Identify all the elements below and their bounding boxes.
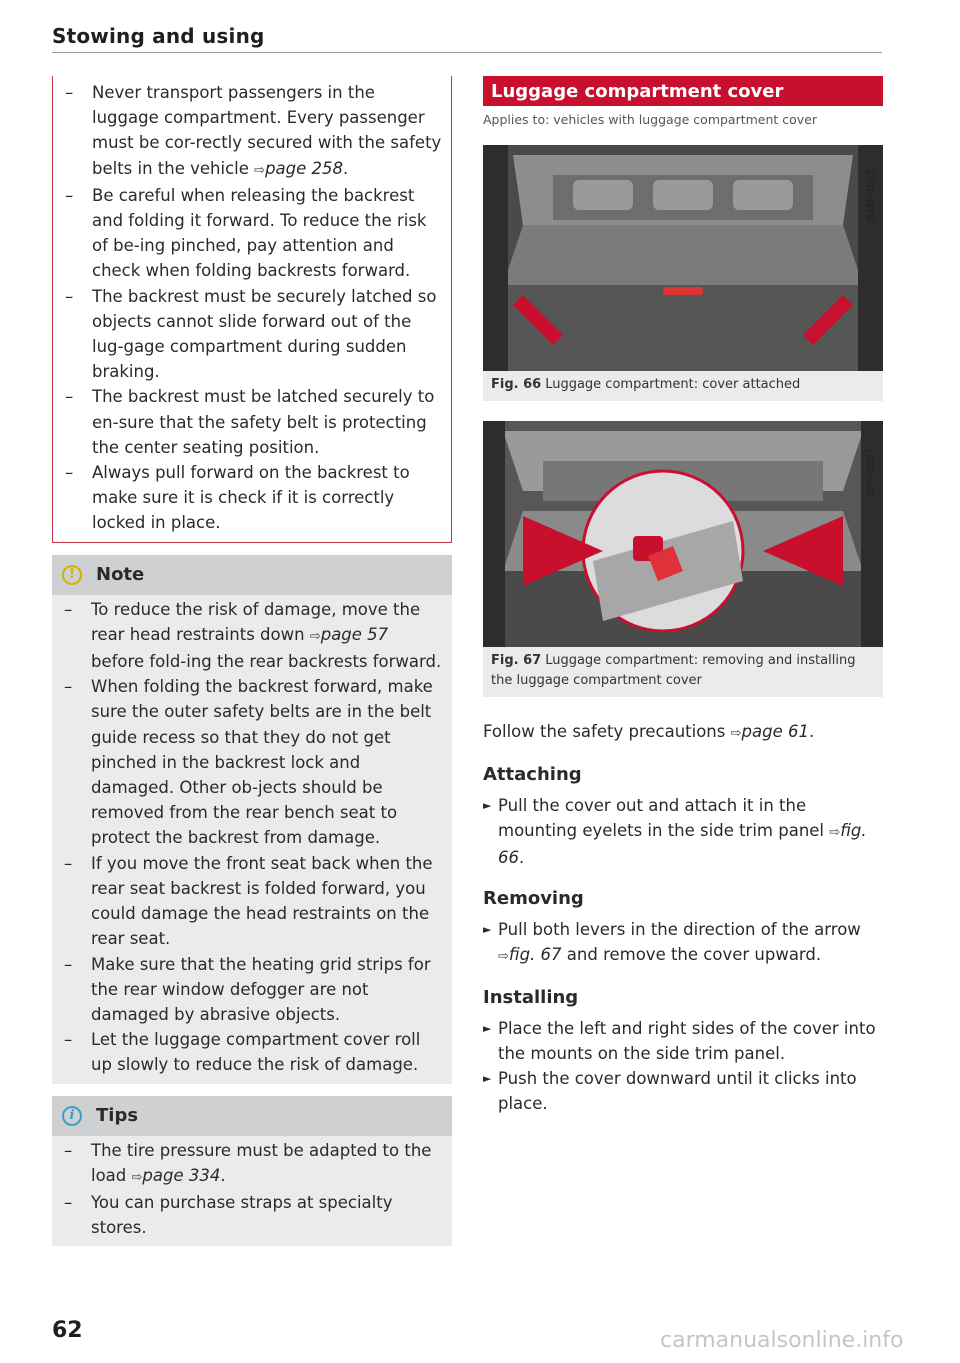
warning-item: – Never transport passengers in the luggage compartment. Every passenger must be cor-rectly secured with the safety belts in the vehicle ⇨page 258. <box>65 80 443 183</box>
warning-item: – The backrest must be latched securely to en-sure that the safety belt is protecting the center seating position. <box>65 384 443 460</box>
ref-arrow-icon: ⇨ <box>309 628 321 644</box>
figure-label: Fig. 66 <box>491 377 542 392</box>
figure-caption: Fig. 67 Luggage compartment: removing and installing the luggage compartment cover <box>491 653 856 688</box>
warning-box <box>52 76 452 543</box>
page-ref-link[interactable]: page 258 <box>265 158 344 178</box>
header-divider <box>52 52 882 53</box>
figure-label: Fig. 67 <box>491 653 542 668</box>
watermark: carmanualsonline.info <box>660 1328 904 1353</box>
page-ref-link[interactable]: page 61 <box>741 722 809 741</box>
ref-arrow-icon: ⇨ <box>829 825 841 840</box>
tips-item: – The tire pressure must be adapted to the load ⇨page 334. <box>64 1138 444 1190</box>
figure-ref-link[interactable]: fig. 66 <box>498 821 867 867</box>
intro-paragraph: Follow the safety precautions ⇨page 61. <box>483 722 815 741</box>
attaching-steps <box>483 793 883 870</box>
ref-arrow-icon: ⇨ <box>730 726 742 741</box>
removing-steps <box>483 917 883 969</box>
note-item: – If you move the front seat back when the rear seat backrest is folded forward, you could damage the head restraints on the rear seat. <box>64 851 444 952</box>
note-item: – Let the luggage compartment cover roll up slowly to reduce the risk of damage. <box>64 1027 444 1077</box>
heading-removing: Removing <box>483 888 584 909</box>
figure-66 <box>483 145 883 401</box>
note-item: – When folding the backrest forward, make sure the outer safety belts are in the belt guide recess so that they do not get pinched in the backrest lock and damaged. Other ob-jects should be removed from the rear bench seat to protect the backrest from damage. <box>64 674 444 850</box>
warning-item: – Always pull forward on the backrest to make sure it is check if it is correctly locked in place. <box>65 460 443 536</box>
figure-ref-link[interactable]: fig. 67 <box>508 945 562 964</box>
page-ref-link[interactable]: page 334 <box>142 1165 221 1185</box>
note-box <box>52 555 452 1084</box>
installing-steps <box>483 1016 883 1116</box>
ref-arrow-icon: ⇨ <box>131 1169 143 1185</box>
step-item: ► Place the left and right sides of the cover into the mounts on the side trim panel. <box>483 1016 883 1066</box>
luggage-cover-removing-image <box>483 421 883 647</box>
tips-item: – You can purchase straps at specialty stores. <box>64 1190 444 1240</box>
tips-header <box>52 1096 452 1136</box>
tips-title: Tips <box>96 1105 139 1127</box>
note-header <box>52 555 452 595</box>
heading-attaching: Attaching <box>483 764 582 785</box>
step-item: ► Pull the cover out and attach it in the mounting eyelets in the side trim panel ⇨fig. 66. <box>483 793 883 870</box>
applies-to-text: Applies to: vehicles with luggage compartment cover <box>483 112 818 127</box>
section-title: Luggage compartment cover <box>483 76 883 106</box>
heading-installing: Installing <box>483 987 579 1008</box>
figure-caption: Fig. 66 Luggage compartment: cover attached <box>491 377 801 392</box>
luggage-cover-removing-illustration <box>483 421 883 647</box>
note-title: Note <box>96 564 145 586</box>
figure-code: B4M-0103 <box>865 169 877 221</box>
step-item: ► Pull both levers in the direction of the arrow ⇨fig. 67 and remove the cover upward. <box>483 917 883 969</box>
page-number: 62 <box>52 1318 83 1343</box>
note-exclamation-icon: ! <box>62 565 82 585</box>
step-item: ► Push the cover downward until it clicks into place. <box>483 1066 883 1116</box>
note-item: – To reduce the risk of damage, move the rear head restraints down ⇨page 57 before fold-ing the rear backrests forward. <box>64 597 444 675</box>
ref-arrow-icon: ⇨ <box>498 949 509 964</box>
left-column <box>52 76 452 1246</box>
info-icon: i <box>62 1106 82 1126</box>
page-ref-link[interactable]: page 57 <box>320 624 389 644</box>
figure-67 <box>483 421 883 697</box>
warning-item: – The backrest must be securely latched so objects cannot slide forward out of the lug-gage compartment during sudden braking. <box>65 284 443 385</box>
warning-list <box>65 80 443 536</box>
warning-item: – Be careful when releasing the backrest and folding it forward. To reduce the risk of be-ing pinched, pay attention and check when folding backrests forward. <box>65 183 443 284</box>
figure-code: BFY-0057 <box>865 447 877 495</box>
note-item: – Make sure that the heating grid strips for the rear window defogger are not damaged by abrasive objects. <box>64 952 444 1028</box>
note-list <box>52 595 452 1084</box>
ref-arrow-icon: ⇨ <box>254 162 266 178</box>
right-column <box>483 76 883 1116</box>
luggage-cover-attached-illustration <box>483 145 883 371</box>
tips-box <box>52 1096 452 1247</box>
page-header-title: Stowing and using <box>52 24 265 48</box>
luggage-cover-attached-image <box>483 145 883 371</box>
tips-list <box>52 1136 452 1247</box>
